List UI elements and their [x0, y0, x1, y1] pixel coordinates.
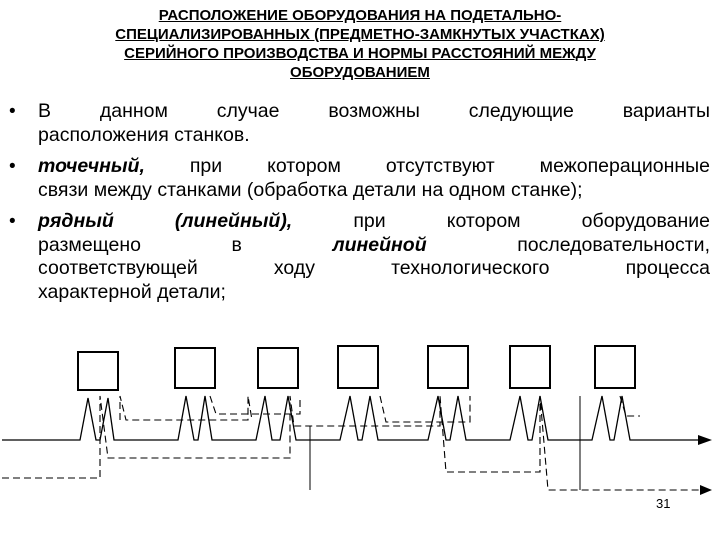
term-row-linear: рядный (линейный),	[38, 210, 293, 232]
term-linear: линейной	[332, 233, 427, 256]
title-line-3: СЕРИЙНОГО ПРОИЗВОДСТВА И НОРМЫ РАССТОЯНИЙ МЕЖДУ	[124, 45, 596, 62]
flow-arrow-dashed	[700, 485, 712, 495]
machine-7	[595, 346, 635, 388]
title-line-4: ОБОРУДОВАНИЕМ	[290, 64, 430, 81]
linear-layout-diagram	[0, 330, 720, 510]
bullet-point-line-2: связи между станками (обработка детали на одном станке);	[38, 178, 583, 201]
title-line-1: РАСПОЛОЖЕНИЕ ОБОРУДОВАНИЯ НА ПОДЕТАЛЬНО-	[158, 7, 562, 24]
slide-title	[40, 6, 680, 82]
solid-flow-line	[2, 396, 698, 440]
bullet-point-layout	[8, 155, 710, 202]
bullet-intro-line-2: расположения станков.	[38, 123, 250, 146]
flow-arrow-solid	[698, 435, 712, 445]
page-number: 31	[656, 496, 671, 511]
machine-4	[338, 346, 378, 388]
machine-5	[428, 346, 468, 388]
machine-6	[510, 346, 550, 388]
bullet-point-line-1: • точечный, при котором отсутствуют межоперационные	[38, 155, 710, 177]
bullet-intro	[8, 100, 710, 147]
term-point: точечный,	[38, 155, 145, 177]
bullet-list	[8, 100, 710, 312]
bullet-intro-line-1: • В данном случае возможны следующие варианты	[38, 100, 710, 122]
bullet-row-line-4: характерной детали;	[38, 280, 226, 303]
machine-1	[78, 352, 118, 390]
bullet-row-layout	[8, 210, 710, 304]
bullet-row-line-2: размещено в линейной последовательности,	[38, 233, 710, 256]
dashed-flow-line	[2, 396, 700, 490]
machine-3	[258, 348, 298, 388]
machine-2	[175, 348, 215, 388]
title-line-2: СПЕЦИАЛИЗИРОВАННЫХ (ПРЕДМЕТНО-ЗАМКНУТЫХ УЧАСТКАХ)	[115, 26, 605, 43]
bullet-row-line-3: соответствующей ходу технологического процесса	[38, 257, 710, 279]
bullet-row-line-1: • рядный (линейный), при котором оборудование	[38, 210, 710, 232]
